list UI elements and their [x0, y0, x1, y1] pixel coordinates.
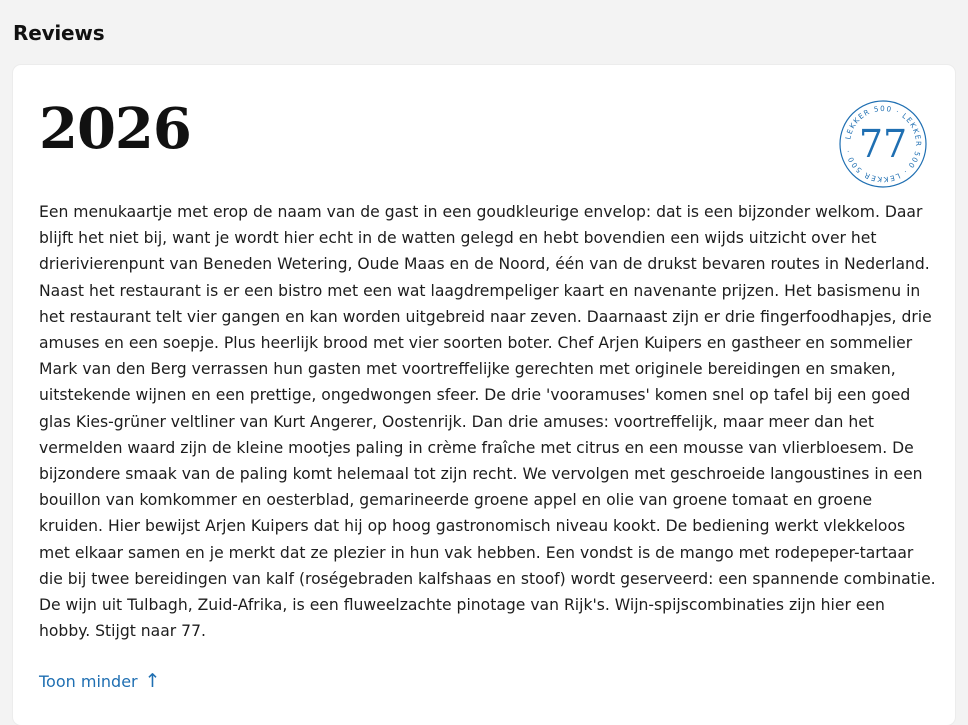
show-less-label: Toon minder — [39, 672, 138, 691]
show-less-button[interactable] — [39, 672, 161, 691]
review-card — [13, 65, 955, 725]
lekker500-score-badge — [838, 99, 928, 189]
arrow-up-icon: ↑ — [144, 670, 161, 692]
review-text: Een menukaartje met erop de naam van de gast in een goudkleurige envelop: dat is een bijzonder welkom. Daar blijft het niet bij, want je wordt hier echt in de watten gelegd en hebt bovendien een wijds uitzicht over het drierivierenpunt van Beneden Wetering, Oude Maas en de Noord, één van de drukst bevaren routes in Nederland. Naast het restaurant is er een bistro met een wat laagdrempeliger kaart en navenante prijzen. Het basismenu in het restaurant telt vier gangen en kan worden uitgebreid naar zeven. Daarnaast zijn er drie fingerfoodhapjes, drie amuses en een soepje. Plus heerlijk brood met vier soorten boter. Chef Arjen Kuipers en gastheer en sommelier Mark van den Berg verrassen hun gasten met voortreffelijke gerechten met originele bereidingen en smaken, uitstekende wijnen en een prettige, ongedwongen sfeer. De drie 'vooramuses' komen snel op tafel bij een goed glas Kies-grüner veltliner van Kurt Angerer, Oostenrijk. Dan drie amuses: voortreffelijk, maar meer dan het vermelden waard zijn de kleine mootjes paling in crème fraîche met citrus en een mousse van vlierbloesem. De bijzondere smaak van de paling komt helemaal tot zijn recht. We vervolgen met geschroeide langoustines in een bouillon van komkommer en oesterblad, gemarineerde groene appel en olie van groene tomaat en groene kruiden. Hier bewijst Arjen Kuipers dat hij op hoog gastronomisch niveau kookt. De bediening werkt vlekkeloos met elkaar samen en je merkt dat ze plezier in hun vak hebben. Een vondst is de mango met rodepeper-tartaar die bij twee bereidingen van kalf (roségebraden kalfshaas en stoof) wordt geserveerd: een spannende combinatie. De wijn uit Tulbagh, Zuid-Afrika, is een fluweelzachte pinotage van Rijk's. Wijn-spijscombinaties zijn hier een hobby. Stijgt naar 77. — [39, 203, 936, 641]
review-year: 2026 — [39, 96, 191, 162]
badge-ring-text: LEKKER 500 · LEKKER 500 · LEKKER 500 · — [843, 103, 924, 185]
badge-score: 77 — [858, 122, 908, 166]
section-title: Reviews — [13, 21, 105, 45]
